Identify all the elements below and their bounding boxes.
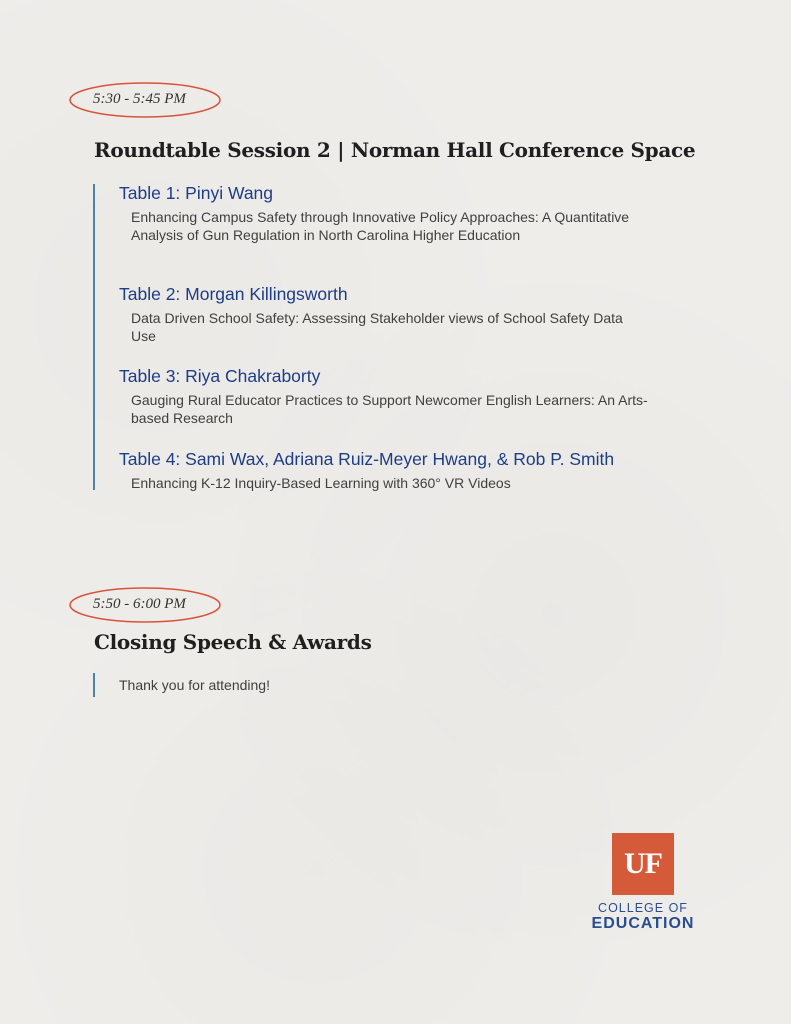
- table-1-heading: Table 1: Pinyi Wang: [119, 183, 274, 203]
- table-4-heading: Table 4: Sami Wax, Adriana Ruiz-Meyer Hwang, & Rob P. Smith: [119, 449, 615, 469]
- session-2-time-badge: [68, 585, 222, 625]
- session-2-title: Closing Speech & Awards: [94, 630, 372, 654]
- table-2-description: Data Driven School Safety: Assessing Stakeholder views of School Safety Data Use: [131, 310, 623, 344]
- table-2-block: [119, 284, 679, 345]
- table-1-description: Enhancing Campus Safety through Innovative Policy Approaches: A Quantitative Analysis of Gun Regulation in North Carolina Higher Education: [131, 209, 630, 243]
- table-3-heading: Table 3: Riya Chakraborty: [119, 366, 321, 386]
- logo-college-of: COLLEGE OF: [598, 901, 688, 915]
- table-4-block: [119, 449, 679, 492]
- session-1-time: 5:30 - 5:45 PM: [93, 91, 186, 107]
- table-2-heading: Table 2: Morgan Killingsworth: [119, 284, 348, 304]
- table-4-description: Enhancing K-12 Inquiry-Based Learning with 360° VR Videos: [131, 475, 511, 491]
- session-1-time-badge: [68, 80, 222, 120]
- session-1-rule: [93, 184, 95, 490]
- uf-logo-mark: UF: [612, 833, 674, 895]
- table-3-block: [119, 366, 679, 427]
- session-1-title: Roundtable Session 2 | Norman Hall Conference Space: [94, 138, 696, 162]
- logo-education: EDUCATION: [591, 915, 695, 932]
- session-2-rule: [93, 673, 95, 697]
- table-3-description: Gauging Rural Educator Practices to Support Newcomer English Learners: An Arts-based Research: [131, 392, 648, 426]
- session-2-time: 5:50 - 6:00 PM: [93, 596, 186, 612]
- table-1-block: [119, 183, 679, 244]
- closing-note: Thank you for attending!: [119, 677, 270, 693]
